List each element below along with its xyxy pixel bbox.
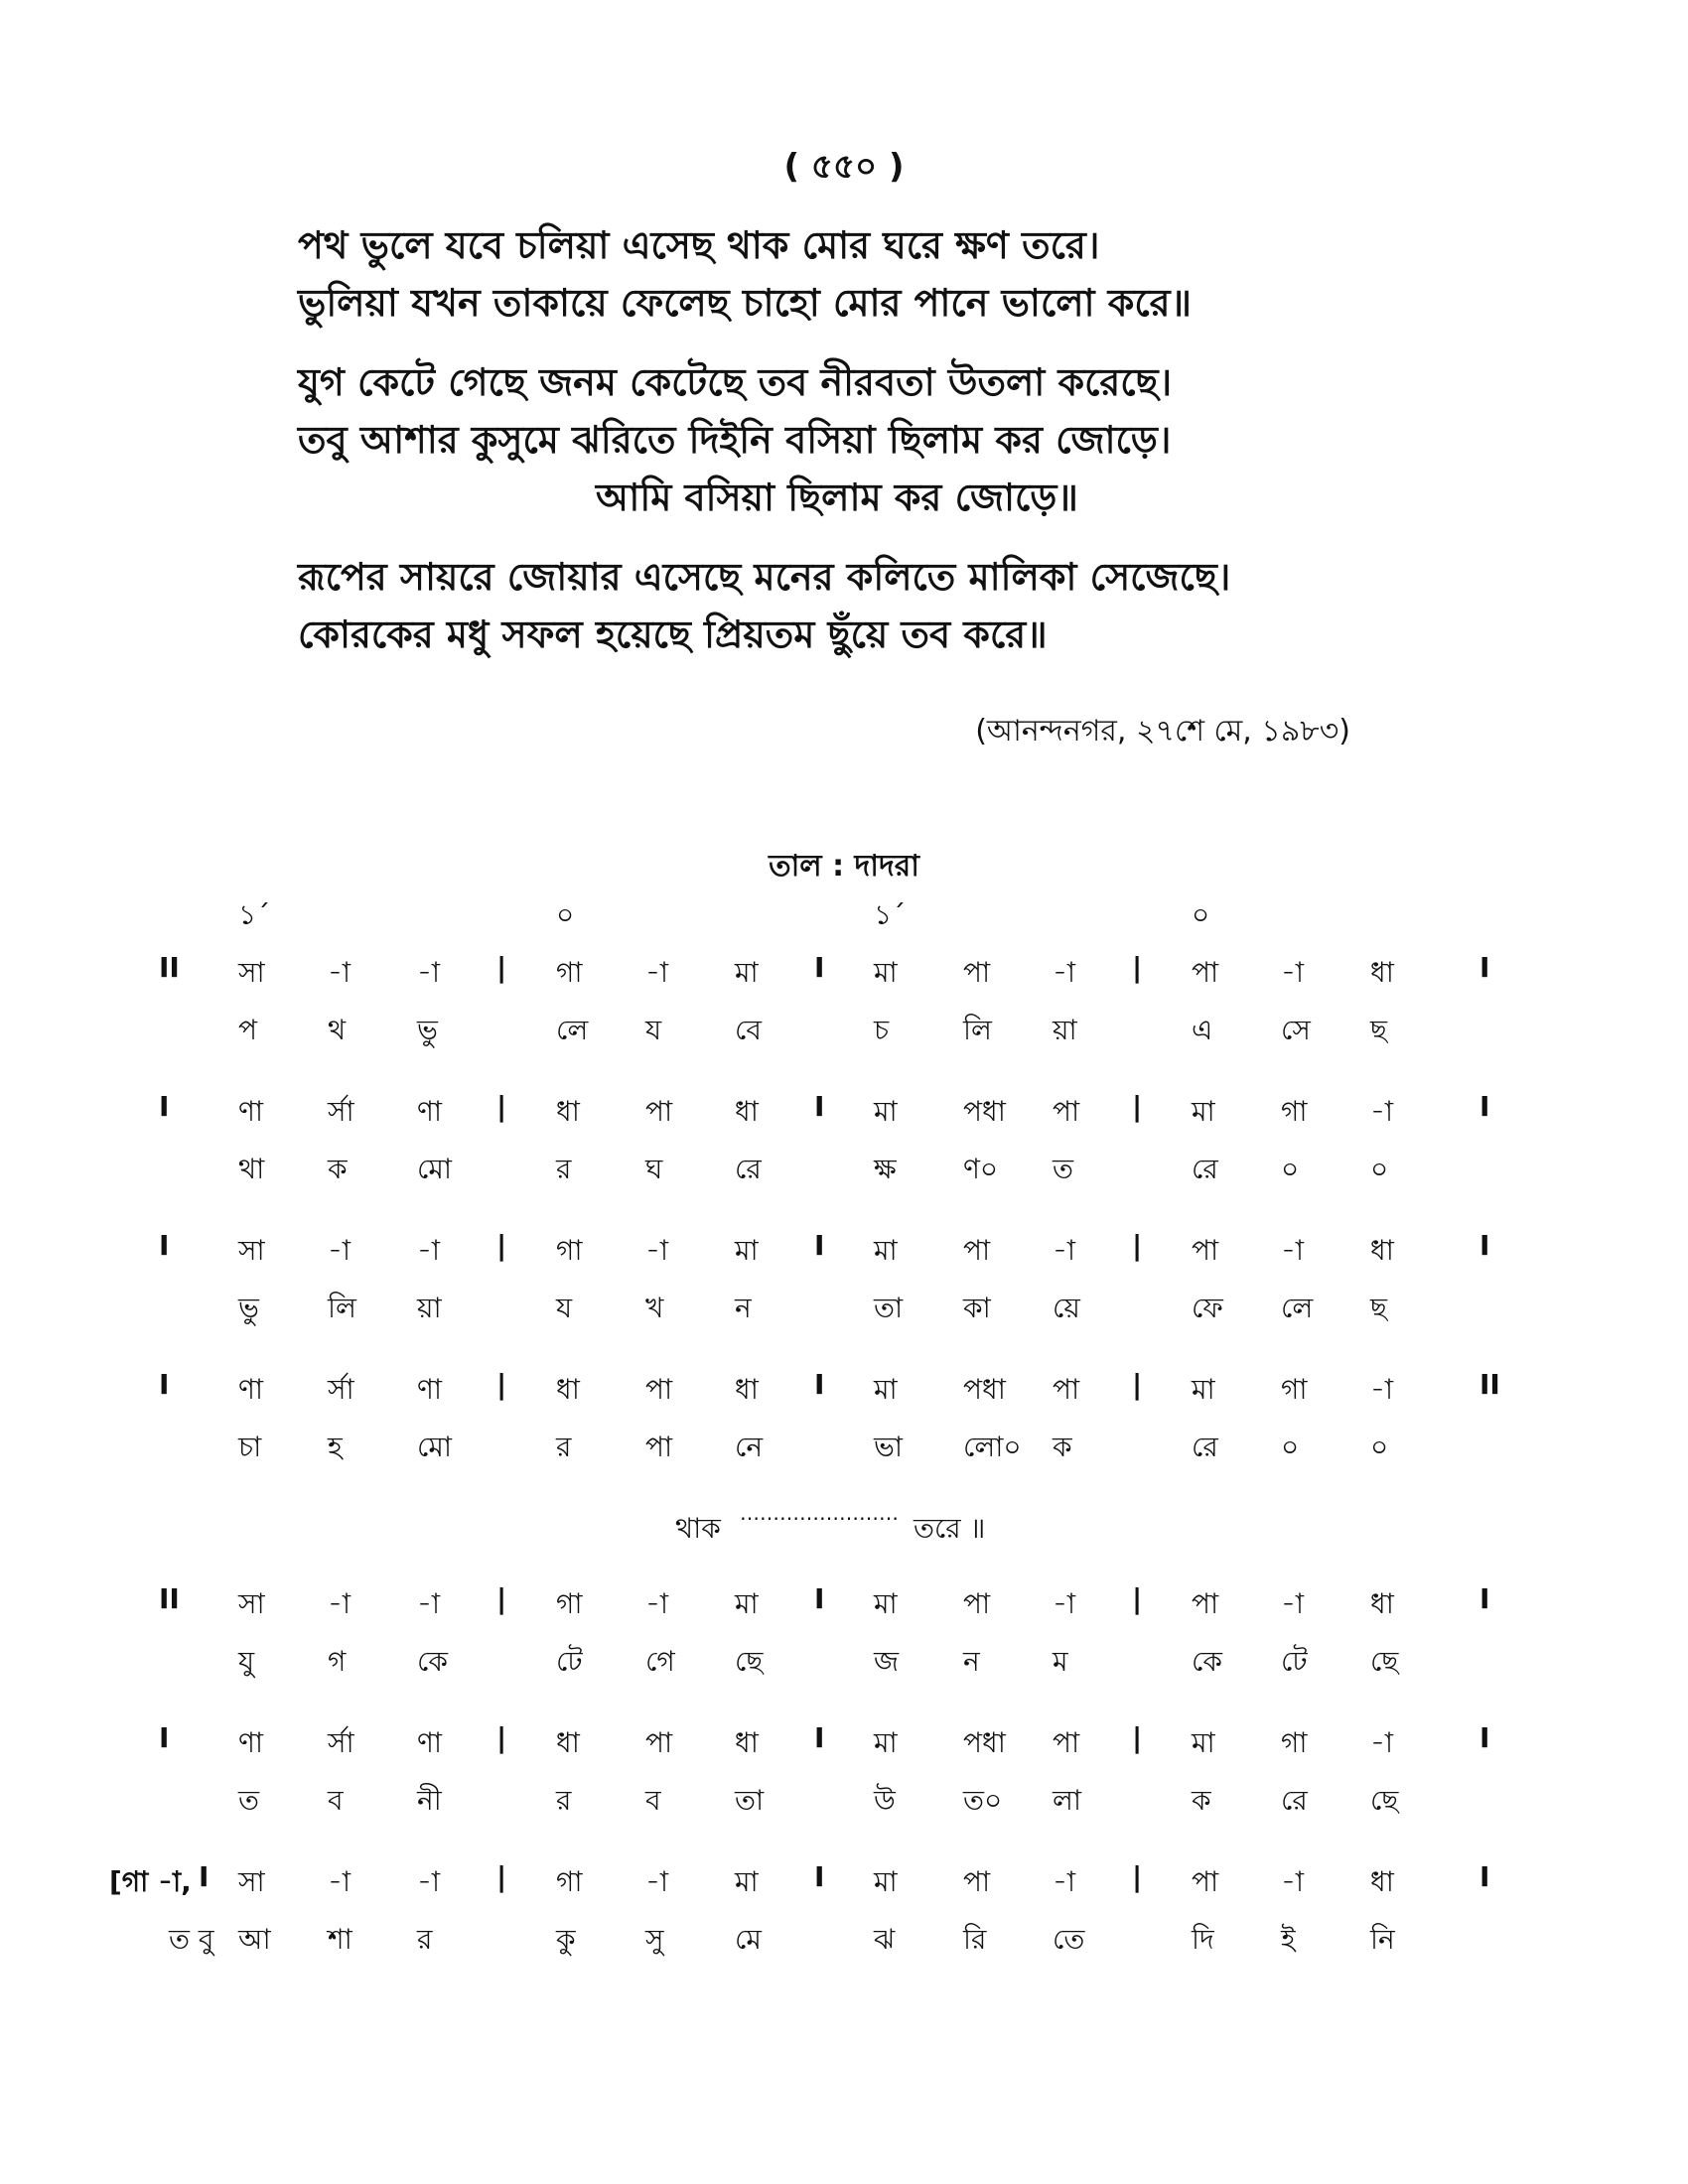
sargam-note: মা (735, 1234, 759, 1267)
beat-separator: I (814, 951, 825, 984)
beat-separator: I (814, 1368, 825, 1401)
sargam-note: -া (328, 956, 352, 989)
beat-separator: I (814, 1090, 825, 1123)
sargam-note: -া (328, 1865, 352, 1898)
lyric-syllable: রে (1192, 1431, 1218, 1463)
lyric-syllable: ম (1053, 1645, 1068, 1678)
lyric-syllable: ক (1053, 1431, 1072, 1463)
lyric-syllable: ক্ষ (874, 1153, 897, 1185)
sargam-note: ধা (556, 1726, 580, 1759)
lyric-syllable: ব (328, 1784, 344, 1817)
sargam-note: গা (1281, 1726, 1308, 1759)
lyric-syllable: ণ০ (963, 1153, 999, 1185)
lyric-syllable: র (556, 1784, 572, 1817)
beat-separator: | (496, 1368, 507, 1401)
lyric-syllable: লে (1281, 1292, 1314, 1324)
sargam-row (159, 1090, 1549, 1148)
sargam-note: পা (1192, 1865, 1219, 1898)
refrain-start: থাক (675, 1512, 721, 1545)
sargam-note: ধা (556, 1373, 580, 1406)
syllable-row (159, 1779, 1549, 1860)
sargam-note: ধা (735, 1726, 759, 1759)
lyric-line: পথ ভুলে যবে চলিয়া এসেছ থাক মোর ঘরে ক্ষণ তরে। (298, 223, 1100, 267)
sargam-note: পা (645, 1726, 673, 1759)
lyric-syllable: ভা (874, 1431, 903, 1463)
sargam-note: ধা (735, 1095, 759, 1128)
song-lyrics (298, 216, 1410, 685)
lyric-syllable: লো০ (963, 1431, 1022, 1463)
beat-separator: I (814, 1582, 825, 1615)
sargam-note: -া (645, 1234, 669, 1267)
sargam-note: ণা (417, 1095, 443, 1128)
sargam-note: -া (417, 1234, 441, 1267)
sargam-note: ণা (238, 1373, 264, 1406)
lyric-syllable: রি (963, 1923, 987, 1956)
lyric-syllable: কা (963, 1292, 991, 1324)
lyric-syllable: য়ে (1053, 1292, 1080, 1324)
refrain-end: তরে ॥ (914, 1512, 986, 1545)
lyric-syllable: লে (556, 1014, 589, 1046)
lyric-syllable: হ (328, 1431, 343, 1463)
sargam-note: মা (735, 956, 759, 989)
lyric-syllable: এ (1192, 1014, 1213, 1046)
sargam-note: সা (238, 1587, 265, 1620)
sargam-note: ধা (1370, 1587, 1394, 1620)
lyric-syllable: ক (328, 1153, 348, 1185)
lyric-syllable: থ (328, 1014, 347, 1046)
sargam-note: গা (1281, 1095, 1308, 1128)
pickup-syllables: ত বু (169, 1923, 214, 1956)
lyric-syllable: য়া (417, 1292, 442, 1324)
lyric-syllable: ঘ (645, 1153, 663, 1185)
sargam-note: -া (645, 1587, 669, 1620)
lyric-syllable: ন (735, 1292, 752, 1324)
syllable-row (159, 1640, 1549, 1721)
sargam-note: ধা (1370, 956, 1394, 989)
lyric-syllable: লি (328, 1292, 356, 1324)
notation-group-2 (109, 1582, 1549, 1999)
bar-line-left: I (159, 1090, 170, 1123)
sargam-note: -া (1053, 1234, 1076, 1267)
lyric-syllable: রে (1192, 1153, 1218, 1185)
lyric-syllable: টে (556, 1645, 583, 1678)
sargam-note: -া (417, 1587, 441, 1620)
sargam-note: -া (1370, 1726, 1394, 1759)
beat-separator: I (814, 1721, 825, 1754)
sargam-note: মা (1192, 1726, 1215, 1759)
beat-separator: I (814, 1229, 825, 1262)
lyric-syllable: লা (1053, 1784, 1081, 1817)
sargam-note: র্সা (328, 1726, 354, 1759)
lyric-syllable: ভু (417, 1014, 438, 1046)
sargam-note: ধা (735, 1373, 759, 1406)
sargam-note: পধা (963, 1373, 1006, 1406)
lyric-syllable: ন (963, 1645, 980, 1678)
lyric-syllable: ০ (1281, 1431, 1300, 1463)
beat-separator: | (496, 1229, 507, 1262)
sargam-note: ণা (238, 1095, 264, 1128)
sargam-note: -া (1370, 1373, 1394, 1406)
lyric-syllable: ক (1192, 1784, 1211, 1817)
lyric-syllable: জ (874, 1645, 900, 1678)
lyric-syllable: তে (1053, 1923, 1085, 1956)
sargam-note: মা (1192, 1095, 1215, 1128)
lyric-syllable: মো (417, 1153, 453, 1185)
lyric-syllable: র (556, 1153, 572, 1185)
refrain-line (159, 1501, 1549, 1582)
lyric-line: যুগ কেটে গেছে জনম কেটেছে তব নীরবতা উতলা করেছে। (298, 360, 1173, 404)
sargam-note: সা (238, 956, 265, 989)
dateline: (আনন্দনগর, ২৭শে মে, ১৯৮৩) (975, 714, 1350, 749)
sargam-note: -া (328, 1587, 352, 1620)
lyric-syllable: ছে (735, 1645, 764, 1678)
bar-line-left: II (159, 951, 180, 984)
sargam-note: পধা (963, 1095, 1006, 1128)
bar-line-left: I (159, 1721, 170, 1754)
sargam-note: গা (556, 956, 583, 989)
lyric-syllable: গ (328, 1645, 347, 1678)
lyric-syllable: ত (238, 1784, 260, 1817)
lyric-syllable: নি (1370, 1923, 1395, 1956)
sargam-note: -া (1053, 956, 1076, 989)
sargam-note: ণা (417, 1726, 443, 1759)
lyric-syllable: প (238, 1014, 258, 1046)
lyric-syllable: রে (735, 1153, 762, 1185)
beat-mark: ১´ (238, 898, 271, 931)
pickup-notes: [গা -া, (109, 1865, 192, 1898)
lyric-syllable: তা (874, 1292, 904, 1324)
bar-line-right: I (1479, 1229, 1490, 1262)
sargam-note: পা (1053, 1726, 1080, 1759)
sargam-note: -া (1281, 1865, 1305, 1898)
syllable-row (159, 1918, 1549, 1999)
lyric-syllable: কে (1192, 1645, 1222, 1678)
sargam-note: ধা (1370, 1234, 1394, 1267)
lyric-syllable: ভু (238, 1292, 259, 1324)
bar-line-right: I (1479, 951, 1490, 984)
sargam-note: পা (645, 1373, 673, 1406)
syllable-row (159, 1287, 1549, 1368)
sargam-row (159, 1368, 1549, 1426)
sargam-note: পা (963, 1865, 991, 1898)
sargam-note: -া (417, 1865, 441, 1898)
sargam-note: পা (1053, 1373, 1080, 1406)
sargam-note: মা (874, 1587, 898, 1620)
lyric-syllable: লি (963, 1014, 992, 1046)
beat-separator: | (1132, 1090, 1143, 1123)
notation-group-1 (159, 951, 1549, 1507)
lyric-syllable: র (417, 1923, 433, 1956)
lyric-syllable: আ (238, 1923, 271, 1956)
sargam-note: পা (1192, 1587, 1219, 1620)
lyric-syllable: গে (645, 1645, 675, 1678)
syllable-row (159, 1148, 1549, 1229)
lyric-syllable: ০ (1370, 1153, 1389, 1185)
sargam-note: ণা (417, 1373, 443, 1406)
beat-separator: | (1132, 1368, 1143, 1401)
sargam-note: পা (1192, 1234, 1219, 1267)
sargam-note: র্সা (328, 1095, 354, 1128)
lyric-syllable: ত০ (963, 1784, 1003, 1817)
bar-line-right: I (1479, 1090, 1490, 1123)
sargam-note: মা (874, 956, 898, 989)
bar-line-right: I (1479, 1860, 1490, 1893)
sargam-note: -া (645, 956, 669, 989)
lyric-syllable: ০ (1370, 1431, 1389, 1463)
refrain-dots: …………………… (740, 1501, 899, 1525)
notation-block (109, 893, 1549, 1999)
beat-mark: ০ (556, 898, 575, 931)
sargam-row (159, 1582, 1549, 1640)
beat-separator: | (1132, 1860, 1143, 1893)
beat-separator: | (1132, 1721, 1143, 1754)
bar-line-left: II (159, 1582, 180, 1615)
sargam-note: মা (874, 1865, 898, 1898)
lyric-syllable: য়া (1053, 1014, 1077, 1046)
lyric-syllable: পা (645, 1431, 673, 1463)
sargam-note: মা (874, 1234, 898, 1267)
sargam-note: পা (1192, 956, 1219, 989)
sargam-note: মা (874, 1095, 898, 1128)
stanza-3 (298, 548, 1410, 663)
lyric-syllable: ছ (1370, 1292, 1387, 1324)
lyric-syllable: মে (735, 1923, 762, 1956)
lyric-line: তবু আশার কুসুমে ঝরিতে দিইনি বসিয়া ছিলাম কর জোড়ে। (298, 418, 1172, 462)
bar-line-left: I (159, 1229, 170, 1262)
beat-separator: | (496, 1721, 507, 1754)
lyric-syllable: বে (735, 1014, 762, 1046)
sargam-note: ণা (238, 1726, 264, 1759)
beat-marks-row (159, 893, 1549, 951)
sargam-note: ধা (556, 1095, 580, 1128)
syllable-row (159, 1426, 1549, 1507)
bar-line-left: I (199, 1860, 210, 1893)
lyric-syllable: ফে (1192, 1292, 1223, 1324)
lyric-syllable: ই (1281, 1923, 1296, 1956)
bar-line-right: I (1479, 1582, 1490, 1615)
lyric-syllable: কে (417, 1645, 448, 1678)
sargam-row (159, 1229, 1549, 1287)
beat-mark: ১´ (874, 898, 907, 931)
lyric-syllable: নী (417, 1784, 442, 1817)
beat-separator: | (496, 951, 507, 984)
sargam-note: মা (735, 1865, 759, 1898)
lyric-syllable: দি (1192, 1923, 1214, 1956)
sargam-note: পধা (963, 1726, 1006, 1759)
beat-separator: | (496, 1582, 507, 1615)
lyric-syllable: কু (556, 1923, 576, 1956)
lyric-syllable: যু (238, 1645, 255, 1678)
beat-mark: ০ (1192, 898, 1210, 931)
sargam-row (109, 1860, 1549, 1918)
lyric-syllable: নে (735, 1431, 764, 1463)
sargam-row (159, 951, 1549, 1009)
beat-separator: | (1132, 951, 1143, 984)
sargam-note: -া (645, 1865, 669, 1898)
sargam-note: মা (1192, 1373, 1215, 1406)
sargam-note: -া (1281, 956, 1305, 989)
page-number: ( ৫৫০ ) (783, 147, 905, 187)
lyric-syllable: সু (645, 1923, 664, 1956)
sargam-note: -া (1053, 1865, 1076, 1898)
sargam-note: -া (328, 1234, 352, 1267)
lyric-syllable: মো (417, 1431, 453, 1463)
sargam-note: পা (645, 1095, 673, 1128)
lyric-syllable: খ (645, 1292, 664, 1324)
lyric-syllable: সে (1281, 1014, 1311, 1046)
lyric-syllable: ছে (1370, 1645, 1399, 1678)
sargam-row (159, 1721, 1549, 1779)
lyric-syllable: শা (328, 1923, 352, 1956)
lyric-syllable: ০ (1281, 1153, 1300, 1185)
lyric-syllable: র (556, 1431, 572, 1463)
lyric-syllable: ছে (1370, 1784, 1399, 1817)
sargam-note: -া (417, 956, 441, 989)
sargam-note: -া (1281, 1587, 1305, 1620)
sargam-note: -া (1281, 1234, 1305, 1267)
sargam-note: পা (1053, 1095, 1080, 1128)
lyric-line: ভুলিয়া যখন তাকায়ে ফেলেছ চাহো মোর পানে ভালো করে॥ (298, 281, 1193, 325)
tala-heading: তাল : দাদরা (769, 849, 919, 884)
beat-separator: | (496, 1860, 507, 1893)
sargam-note: ধা (1370, 1865, 1394, 1898)
sargam-note: গা (1281, 1373, 1308, 1406)
sargam-note: র্সা (328, 1373, 354, 1406)
sargam-note: -া (1370, 1095, 1394, 1128)
lyric-syllable: য (645, 1014, 662, 1046)
sargam-note: মা (874, 1726, 898, 1759)
lyric-syllable: উ (874, 1784, 896, 1817)
lyric-syllable: ঝ (874, 1923, 896, 1956)
sargam-note: সা (238, 1865, 265, 1898)
beat-separator: | (496, 1090, 507, 1123)
bar-line-left: I (159, 1368, 170, 1401)
sargam-note: পা (963, 1587, 991, 1620)
lyric-syllable: থা (238, 1153, 265, 1185)
lyric-syllable: ছ (1370, 1014, 1387, 1046)
lyric-syllable: রে (1281, 1784, 1308, 1817)
beat-separator: I (814, 1860, 825, 1893)
sargam-note: গা (556, 1865, 583, 1898)
beat-separator: | (1132, 1229, 1143, 1262)
lyric-line: কোরকের মধু সফল হয়েছে প্রিয়তম ছুঁয়ে তব করে॥ (298, 613, 1048, 656)
lyric-line-indented: আমি বসিয়া ছিলাম কর জোড়ে॥ (596, 476, 1078, 519)
stanza-2 (298, 353, 1410, 526)
lyric-syllable: তা (735, 1784, 765, 1817)
lyric-syllable: টে (1281, 1645, 1308, 1678)
lyric-syllable: চ (874, 1014, 890, 1046)
syllable-row (159, 1009, 1549, 1090)
sargam-note: -া (1053, 1587, 1076, 1620)
bar-line-right: I (1479, 1721, 1490, 1754)
stanza-1 (298, 216, 1410, 332)
lyric-syllable: চা (238, 1431, 262, 1463)
sargam-note: মা (735, 1587, 759, 1620)
sargam-note: মা (874, 1373, 898, 1406)
sargam-note: সা (238, 1234, 265, 1267)
sargam-note: গা (556, 1587, 583, 1620)
bar-line-right: II (1479, 1368, 1500, 1401)
beat-separator: | (1132, 1582, 1143, 1615)
lyric-syllable: ব (645, 1784, 661, 1817)
lyric-syllable: ত (1053, 1153, 1074, 1185)
sargam-note: পা (963, 956, 991, 989)
sargam-note: গা (556, 1234, 583, 1267)
lyric-syllable: য (556, 1292, 573, 1324)
sargam-note: পা (963, 1234, 991, 1267)
lyric-line: রূপের সায়রে জোয়ার এসেছে মনের কলিতে মালিকা সেজেছে। (298, 555, 1231, 599)
